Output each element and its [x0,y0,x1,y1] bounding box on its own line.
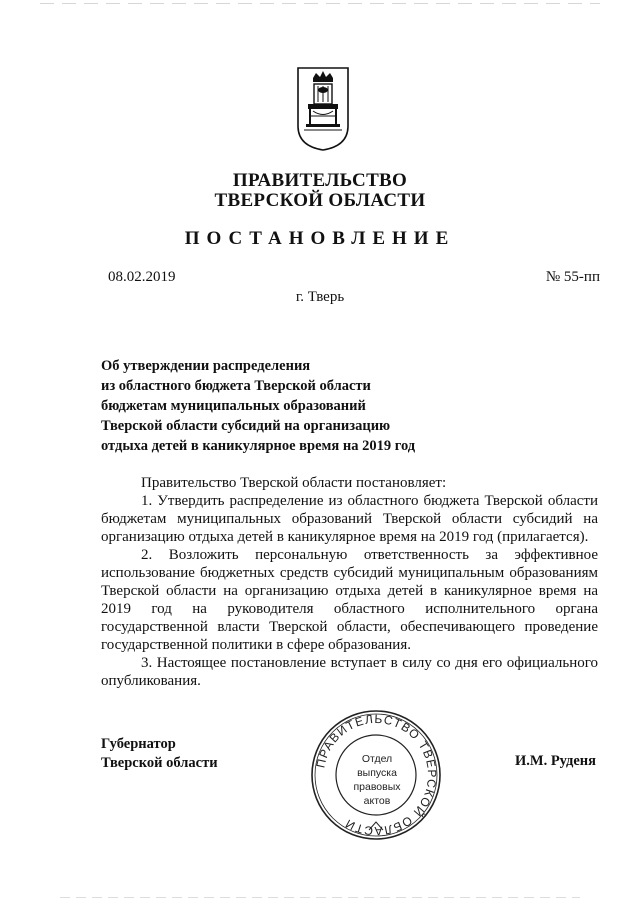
document-title [101,356,461,456]
stamp-line: правовых [353,781,401,793]
signatory-position [101,735,218,773]
body-paragraph-1: 1. Утвердить распределение из областного бюджета Тверской области бюджетам муниципальных образований Тверской области субсидий на организацию отдыха детей в каникулярное время на 2019 год (прилагается). [101,493,598,545]
stamp-line: выпуска [357,767,397,779]
coat-of-arms-icon [296,66,350,152]
body-intro: Правительство Тверской области постановляет: [141,475,447,491]
document-date: 08.02.2019 [108,269,176,285]
scan-artifact-bottom [60,897,580,898]
position-line2: Тверской области [101,755,218,771]
body-paragraph-2: 2. Возложить персональную ответственность за эффективное использование бюджетных средств субсидий муниципальным образованиям Тверской области на организацию отдыха детей в каникулярное время на 2019 год на руководителя областного исполнительного органа государственной власти Тверской области, обеспечивающего проведение государственной политики в сфере образования. [101,547,598,653]
document-type: ПОСТАНОВЛЕНИЕ [184,228,456,249]
body-paragraph-3: 3. Настоящее постановление вступает в силу со дня его официального опубликования. [101,655,598,689]
stamp-line: Отдел [361,753,393,765]
document-city: г. Тверь [295,289,345,305]
position-line1: Губернатор [101,736,176,752]
title-line: Тверской области субсидий на организацию [101,418,391,434]
scan-artifact-top [40,3,600,4]
org-name-line2: ТВЕРСКОЙ ОБЛАСТИ [214,190,426,211]
title-line: отдыха детей в каникулярное время на 2019 год [101,438,416,454]
org-name-line1: ПРАВИТЕЛЬСТВО [232,170,408,191]
title-line: из областного бюджета Тверской области [101,378,371,394]
document-number: № 55-пп [545,269,600,285]
stamp-center-text [342,752,412,808]
stamp-ring-text: ПРАВИТЕЛЬСТВО ТВЕРСКОЙ ОБЛАСТИ [313,711,440,839]
title-line: Об утверждении распределения [101,358,311,374]
signatory-name: И.М. Руденя [514,753,596,769]
title-line: бюджетам муниципальных образований [101,398,366,414]
stamp-line: актов [363,795,391,807]
document-body [101,474,598,690]
